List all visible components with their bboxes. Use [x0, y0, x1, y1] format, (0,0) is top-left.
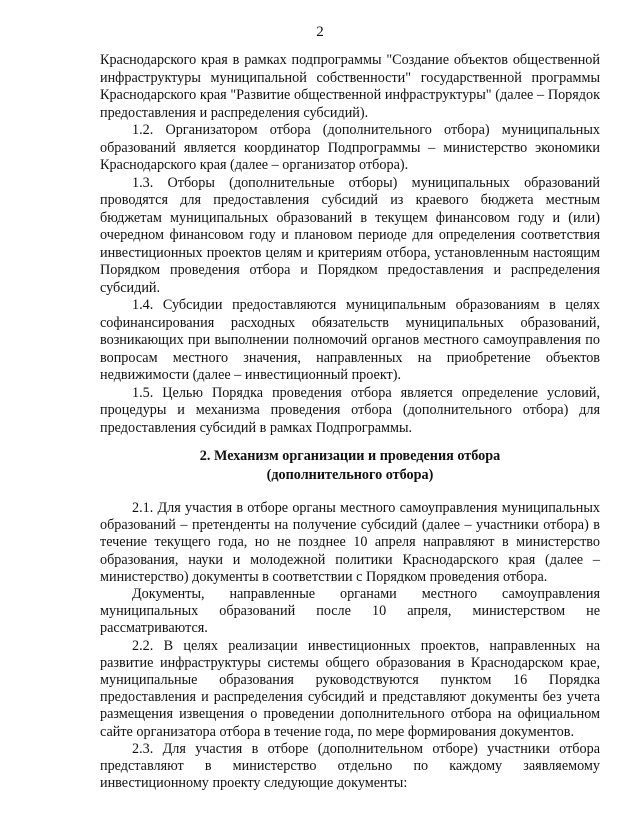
paragraph-2-3: 2.3. Для участия в отборе (дополнительном отборе) участники отбора представляют в министерство отдельно по каждому заявляемому инвестиционному проекту следующие документы:	[100, 740, 600, 792]
section-two-text	[100, 500, 600, 792]
paragraph-1-5: 1.5. Целью Порядка проведения отбора является определение условий, процедуры и механизма проведения отбора (дополнительного отбора) для предоставления субсидий в рамках Подпрограммы.	[100, 384, 600, 436]
section-one-text	[100, 52, 600, 437]
paragraph-documents-note: Документы, направленные органами местного самоуправления муниципальных образований после 10 апреля, министерством не рассматриваются.	[100, 586, 600, 637]
paragraph-2-2: 2.2. В целях реализации инвестиционных проектов, направленных на развитие инфраструктуры системы общего образования в Краснодарском крае, муниципальные образования руководствуются пунктом 16 Порядка предоставления и распределения субсидий и представляют документы без учета размещения извещения о проведении дополнительного отбора на официальном сайте организатора отбора в течение года, по мере формирования документов.	[100, 637, 600, 740]
section-two-heading	[100, 447, 600, 485]
heading-line-2: (дополнительного отбора)	[266, 467, 434, 483]
paragraph-2-1: 2.1. Для участия в отборе органы местного самоуправления муниципальных образований – претенденты на получение субсидий (далее – участники отбора) в течение текущего года, но не позднее 10 апреля направляют в министерство образования, науки и молодежной политики Краснодарского края (далее – министерство) документы в соответствии с Порядком проведения отбора.	[100, 500, 600, 585]
paragraph-continuation: Краснодарского края в рамках подпрограммы "Создание объектов общественной инфраструктуры муниципальной собственности" государственной программы Краснодарского края "Развитие общественной инфраструктуры" (далее – Порядок предоставления и распределения субсидий).	[100, 52, 600, 121]
paragraph-1-2: 1.2. Организатором отбора (дополнительного отбора) муниципальных образований является координатор Подпрограммы – министерство экономики Краснодарского края (далее – организатор отбора).	[100, 122, 600, 173]
heading-line-1: 2. Механизм организации и проведения отбора	[199, 448, 501, 464]
paragraph-1-3: 1.3. Отборы (дополнительные отборы) муниципальных образований проводятся для предоставления субсидий из краевого бюджета местным бюджетам муниципальных образований в текущем финансовом году и (или) очередном финансовом году и плановом периоде для определения соответствия инвестиционных проектов целям и критериям отбора, установленным настоящим Порядком проведения отбора и Порядком предоставления и распределения субсидий.	[100, 174, 600, 296]
paragraph-1-4: 1.4. Субсидии предоставляются муниципальным образованиям в целях софинансирования расходных обязательств муниципальных образований, возникающих при выполнении полномочий органов местного самоуправления по вопросам местного значения, направленных на приобретение объектов недвижимости (далее – инвестиционный проект).	[100, 297, 600, 383]
page-number: 2	[316, 24, 324, 40]
